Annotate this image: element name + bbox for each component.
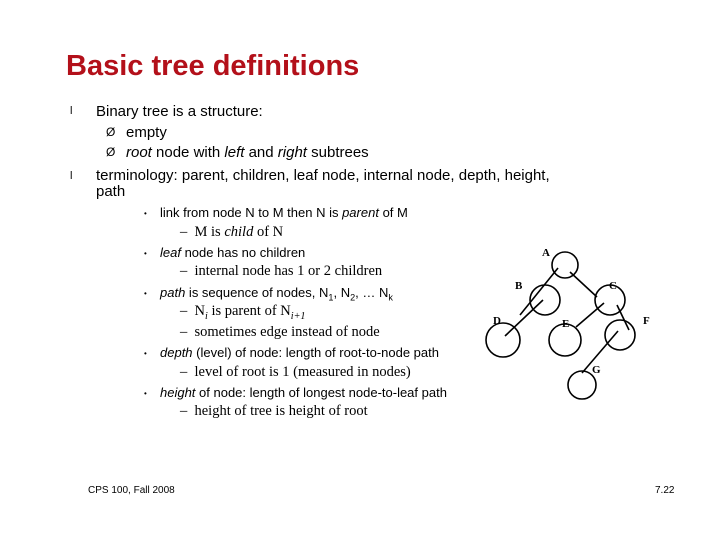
- tree-node-d: [486, 323, 520, 357]
- footer-course: CPS 100, Fall 2008: [88, 485, 175, 496]
- item-bullet: •: [144, 349, 147, 358]
- item-path-sub2: – sometimes edge instead of node: [180, 324, 380, 340]
- tree-node-f: [605, 320, 635, 350]
- footer-page-number: 7.22: [655, 485, 675, 496]
- arrow-bullet: Ø: [106, 145, 116, 159]
- edge-c-e: [576, 303, 604, 327]
- node-label-b: B: [515, 280, 523, 292]
- sub-bullet-root: root node with left and right subtrees: [126, 144, 369, 161]
- item-parent: link from node N to M then N is parent of M: [160, 205, 408, 220]
- tree-node-a: [552, 252, 578, 278]
- node-label-f: F: [643, 315, 650, 327]
- item-bullet: •: [144, 249, 147, 258]
- bullet-binary-tree: Binary tree is a structure:: [96, 103, 263, 120]
- item-depth-sub: – level of root is 1 (measured in nodes): [180, 364, 411, 380]
- bullet-terminology-line1: terminology: parent, children, leaf node, internal node, depth, height,: [96, 167, 550, 184]
- edge-b-d: [505, 300, 543, 336]
- node-label-e: E: [562, 318, 570, 330]
- item-depth: depth (level) of node: length of root-to-node path: [160, 345, 439, 360]
- node-label-a: A: [542, 247, 550, 259]
- page-title: Basic tree definitions: [66, 50, 360, 82]
- item-path: path is sequence of nodes, $N_1$, $N_2$, … $N_k$: [160, 285, 393, 303]
- node-label-g: G: [592, 364, 601, 376]
- bullet-terminology-line2: path: [96, 183, 126, 200]
- edge-a-c: [570, 272, 597, 297]
- tree-node-b: [530, 285, 560, 315]
- item-height-sub: – height of tree is height of root: [180, 403, 368, 419]
- item-height: height of node: length of longest node-to-leaf path: [160, 385, 447, 400]
- item-bullet: •: [144, 209, 147, 218]
- item-leaf: leaf node has no children: [160, 245, 306, 260]
- bullet-dot: l: [70, 105, 73, 117]
- sub-bullet-empty: empty: [126, 124, 167, 141]
- node-label-c: C: [609, 280, 617, 292]
- item-path-sub1: – $N_i$ is parent of $N_{i+1}$: [180, 303, 306, 322]
- item-bullet: •: [144, 289, 147, 298]
- item-leaf-sub: – internal node has 1 or 2 children: [180, 263, 383, 279]
- node-label-d: D: [493, 315, 501, 327]
- arrow-bullet: Ø: [106, 125, 116, 139]
- item-bullet: •: [144, 389, 147, 398]
- edge-a-b: [520, 268, 558, 315]
- bullet-dot: l: [70, 170, 73, 182]
- item-parent-sub: – M is child of N: [180, 224, 284, 240]
